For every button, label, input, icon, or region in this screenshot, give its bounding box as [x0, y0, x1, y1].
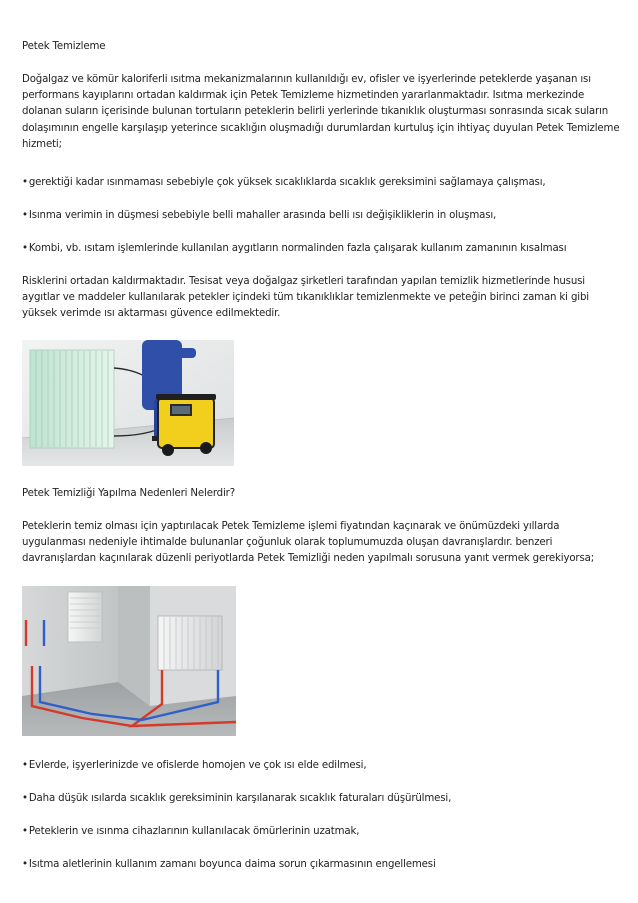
bullet-mark: •	[22, 760, 28, 771]
bullet-text: Evlerde, işyerlerinizde ve ofislerde homojen ve çok ısı elde edilmesi,	[28, 760, 367, 771]
bullet-text: Daha düşük ısılarda sıcaklık gereksiminin karşılanarak sıcaklık faturaları düşürülmesi,	[28, 793, 452, 804]
bullet-text: Isınma verimin in düşmesi sebebiyle belli mahaller arasında belli ısı değişikliklerin in oluşması,	[28, 210, 497, 221]
bullet-item-5	[22, 792, 451, 806]
bullet-item-1	[22, 176, 545, 190]
bullet-item-6	[22, 825, 359, 839]
bullet-mark: •	[22, 177, 28, 188]
intro-paragraph: Doğalgaz ve kömür kaloriferli ısıtma mekanizmalarının kullanıldığı ev, ofisler ve işyerlerinde peteklerde yaşanan ısı performans kayıplarını ortadan kaldırmak için Petek Temizleme hizmetinden yararlanmaktadır. Isıtma merkezinde dolanan suların içerisinde bulunan tortuların peteklerin belirli yerlerinde tıkanıklık oluşturması sonrasında sıcak suların dolaşımının engelle karşılaşıp yeterince sıcaklığın oluşmadığı durumlardan kurtuluş için ihtiyaç duyulan Petek Temizleme hizmeti;	[22, 74, 620, 150]
bullet-mark: •	[22, 793, 28, 804]
bullet-item-4	[22, 759, 366, 773]
risks-paragraph: Risklerini ortadan kaldırmaktadır. Tesisat veya doğalgaz şirketleri tarafından yapılan temizlik hizmetlerinde hususi aygıtlar ve maddeler kullanılarak petekler içindeki tüm tıkanıklıklar temizlenmekte ve peteğin birinci zaman ki gibi yüksek verimde ısı aktarması güvence edilmektedir.	[22, 276, 589, 320]
bullet-mark: •	[22, 243, 28, 254]
bullet-mark: •	[22, 859, 28, 870]
bullet-text: gerektiği kadar ısınmaması sebebiyle çok yüksek sıcaklıklarda sıcaklık gereksimini sağlamaya çalışması,	[28, 177, 546, 188]
radiator-piping-illustration	[22, 586, 236, 736]
bullet-text: Peteklerin ve ısınma cihazlarının kullanılacak ömürlerinin uzatmak,	[28, 826, 360, 837]
bullet-item-2	[22, 209, 496, 223]
bullet-mark: •	[22, 826, 28, 837]
document-title: Petek Temizleme	[22, 41, 106, 52]
reasons-paragraph: Peteklerin temiz olması için yaptırılacak Petek Temizleme işlemi fiyatından kaçınarak ve önümüzdeki yıllarda uygulanması nedeniyle ihtimalde bulunanlar çoğunluk olarak toplumumuzda oluşan davranışlardır. benzeri davranışlardan kaçınılarak düzenli periyotlarda Petek Temizliği neden yapılmalı sorusuna yanıt vermek gerekiyorsa;	[22, 521, 594, 565]
bullet-item-3	[22, 242, 566, 256]
bullet-mark: •	[22, 210, 28, 221]
section-heading: Petek Temizliği Yapılma Nedenleri Nelerdir?	[22, 488, 235, 499]
bullet-text: Kombi, vb. ısıtam işlemlerinde kullanılan aygıtların normalinden fazla çalışarak kullanım zamanının kısalması	[28, 243, 567, 254]
bullet-item-7	[22, 858, 436, 872]
radiator-cleaning-photo	[22, 340, 234, 466]
bullet-text: Isıtma aletlerinin kullanım zamanı boyunca daima sorun çıkarmasının engellemesi	[28, 859, 436, 870]
